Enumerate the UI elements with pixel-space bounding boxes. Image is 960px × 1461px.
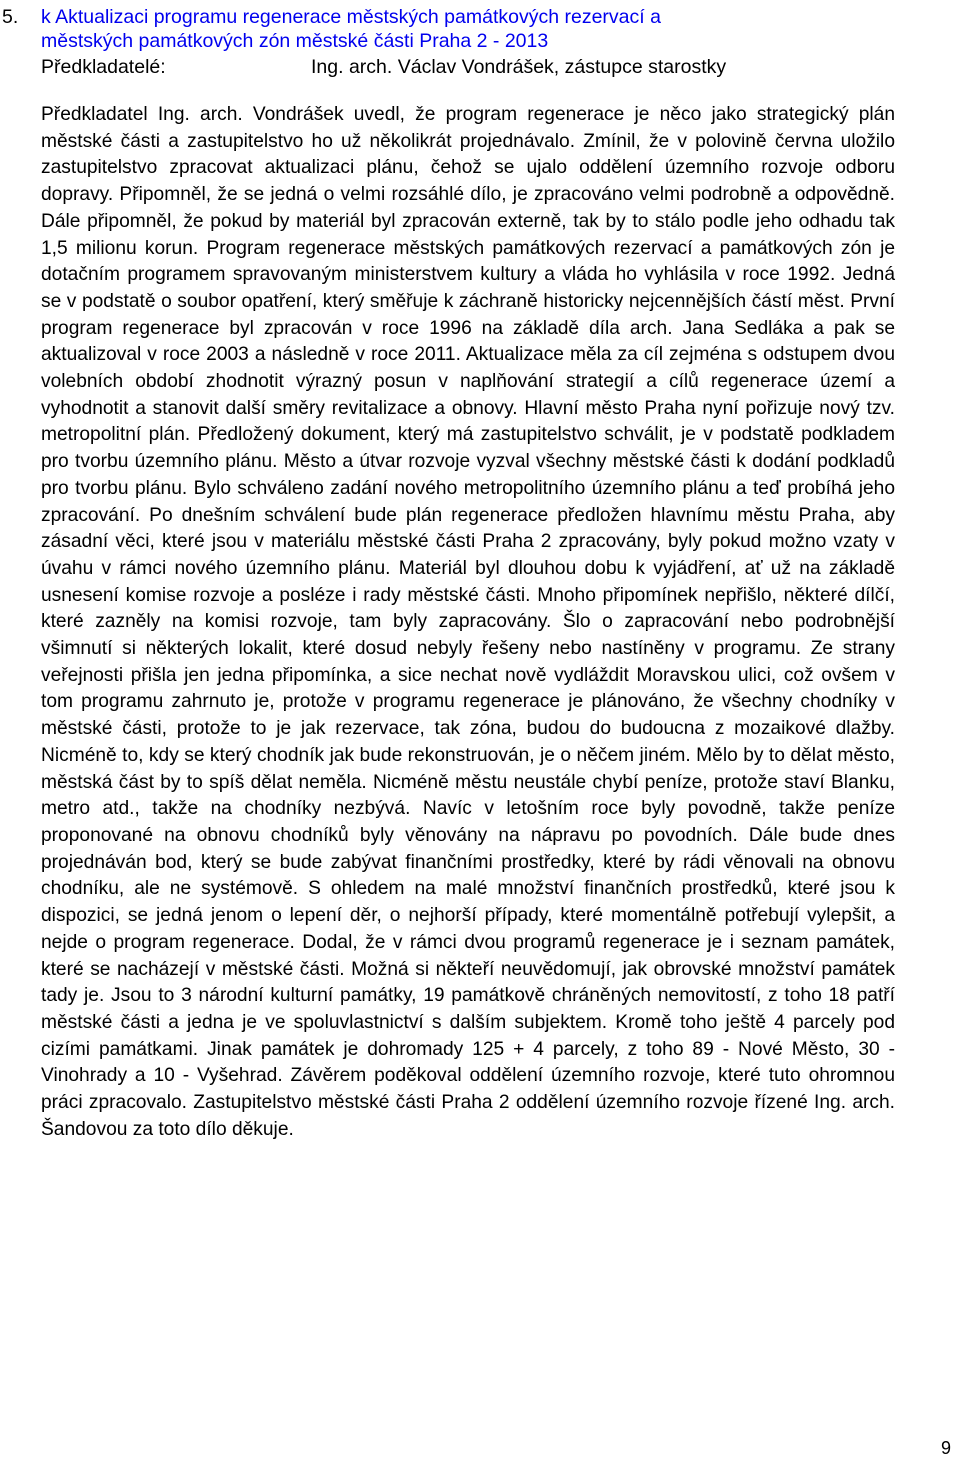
agenda-item-number: 5. — [2, 6, 19, 28]
agenda-item-title-line-1: k Aktualizaci programu regenerace městských památkových rezervací a — [41, 6, 661, 28]
agenda-item-title-line-2: městských památkových zón městské části Praha 2 - 2013 — [41, 30, 549, 52]
submitter-name: Ing. arch. Václav Vondrášek, zástupce starostky — [311, 56, 727, 78]
submitter-label: Předkladatelé: — [41, 56, 166, 78]
minutes-paragraph: Předkladatel Ing. arch. Vondrášek uvedl, že program regenerace je něco jako strategický plán městské části a zastupitelstvo ho už několikrát projednávalo. Zmínil, že v polovině června uložilo zastupitelstvo zpracovat aktualizaci plánu, čehož se ujalo oddělení územního rozvoje odboru dopravy. Připomněl, že se jedná o velmi rozsáhlé dílo, je zpracováno velmi podrobně a odpovědně. Dále připomněl, že pokud by materiál byl zpracován externě, tak by to stálo podle jeho odhadu tak 1,5 milionu korun. Program regenerace městských památkových rezervací a památkových zón je dotačním programem spravovaným ministerstvem kultury a vláda ho vyhlásila v roce 1992. Jedná se v podstatě o soubor opatření, který směřuje k záchraně historicky nejcennějších částí měst. První program regenerace byl zpracován v roce 1996 na základě díla arch. Jana Sedláka a pak se aktualizoval v roce 2003 a následně v roce 2011. Aktualizace měla za cíl zejména s odstupem dvou volebních období zhodnotit výrazný posun v naplňování strategií a cílů regenerace území a vyhodnotit a stanovit další směry revitalizace a obnovy. Hlavní město Praha nyní pořizuje nový tzv. metropolitní plán. Předložený dokument, který má zastupitelstvo schválit, je v podstatě podkladem pro tvorbu územního plánu. Město a útvar rozvoje vyzval všechny městské části k dodání podkladů pro tvorbu plánu. Bylo schváleno zadání nového metropolitního územního plánu a teď probíhá jeho zpracování. Po dnešním schválení bude plán regenerace předložen hlavnímu městu Praha, aby zásadní věci, které jsou v materiálu městské části Praha 2 zpracovány, byly pokud možno vzaty v úvahu v rámci nového územního plánu. Materiál byl dlouhou dobu k vyjádření, ať už na základě usnesení komise rozvoje a posléze i rady městské části. Mnoho připomínek nepřišlo, některé dílčí, které zazněly na komisi rozvoje, tam byly zapracovány. Šlo o zapracování nebo podrobnější všimnutí si některých lokalit, které dosud nebyly řešeny nebo nastíněny v programu. Ze strany veřejnosti přišla jen jedna připomínka, a sice nechat nově vydláždit Moravskou ulici, což ovšem v tom programu zahrnuto je, protože v programu regenerace je plánováno, že všechny chodníky v městské části, protože to je jak rezervace, tak zóna, budou do budoucna z mozaikové dlažby. Nicméně to, kdy se který chodník jak bude rekonstruován, je o něčem jiném. Mělo by to dělat město, městská část by to spíš dělat neměla. Nicméně městu neustále chybí peníze, protože staví Blanku, metro atd., takže na chodníky nezbývá. Navíc v letošním roce byly povodně, takže peníze proponované na obnovu chodníků byly věnovány na nápravu po povodních. Dále bude dnes projednáván bod, který se bude zabývat finančními prostředky, které by rádi věnovali na obnovu chodníku, ale ne systémově. S ohledem na malé množství finančních prostředků, které jsou k dispozici, se jedná jenom o lepení děr, o nejhorší případy, které momentálně potřebují vylepšit, a nejde o program regenerace. Dodal, že v rámci dvou programů regenerace je i seznam památek, které se nacházejí v městské části. Možná si někteří neuvědomují, jak obrovské množství památek tady je. Jsou to 3 národní kulturní památky, 19 památkově chráněných nemovitostí, z toho 18 patří městské části a jedna je ve spoluvlastnictví s dalším subjektem. Kromě toho ještě 4 parcely pod cizími památkami. Jinak památek je dohromady 125 + 4 parcely, z toho 89 - Nové Město, 30 - Vinohrady a 10 - Vyšehrad. Závěrem poděkoval oddělení územního rozvoje, které tuto ohromnou práci zpracovalo. Zastupitelstvo městské části Praha 2 oddělení územního rozvoje řízené Ing. arch. Šandovou za toto dílo děkuje. — [41, 104, 895, 1140]
page-number: 9 — [940, 1438, 951, 1458]
submitter-line — [41, 55, 921, 79]
agenda-item-title — [41, 5, 921, 53]
